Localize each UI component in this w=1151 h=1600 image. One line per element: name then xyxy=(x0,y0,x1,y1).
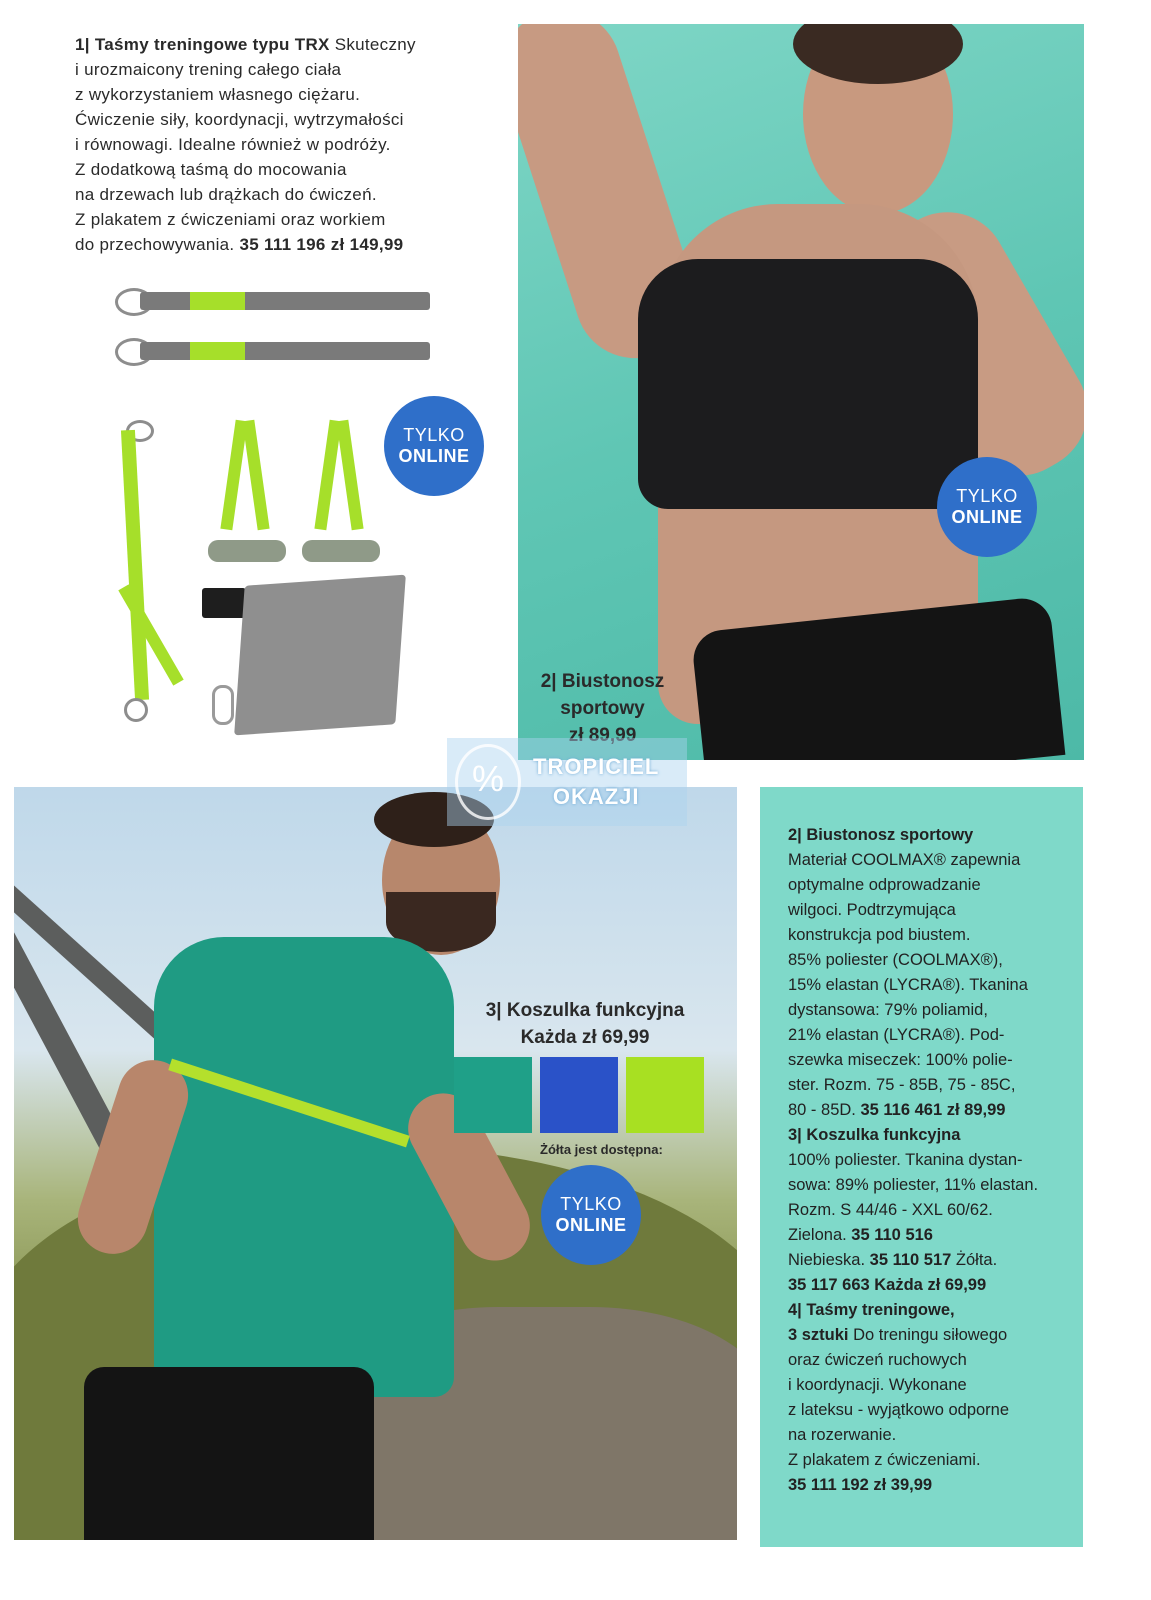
p2-code: 35 116 461 xyxy=(860,1101,943,1119)
product-1-title: Taśmy treningowe typu TRX xyxy=(94,35,330,54)
product-3-name: Koszulka funkcyjna xyxy=(506,1000,685,1021)
badge-line-1: TYLKO xyxy=(403,425,465,445)
p2-line: optymalne odprowadzanie xyxy=(788,876,981,894)
vertical-anchor-strap xyxy=(121,430,149,700)
product-1-line-4: i równowagi. Idealne również w podróży. xyxy=(75,135,391,154)
badge-line-1: TYLKO xyxy=(560,1194,622,1214)
trx-straps-image xyxy=(100,280,440,750)
black-pants xyxy=(84,1367,374,1540)
sports-bra xyxy=(638,259,978,509)
p2-line: 15% elastan (LYCRA®). Tkanina xyxy=(788,976,1028,994)
p2-line: wilgoci. Podtrzymująca xyxy=(788,901,956,919)
p3-blue-code: 35 110 517 xyxy=(869,1251,952,1269)
badge-line-2: ONLINE xyxy=(951,507,1023,527)
horizontal-strap-2 xyxy=(140,342,430,360)
product-1-line-8: do przechowywania. xyxy=(75,235,235,254)
p4-line: Z plakatem z ćwiczeniami. xyxy=(788,1451,981,1469)
product-2-name-1: Biustonosz xyxy=(561,671,665,692)
product-2-name-2: sportowy xyxy=(560,698,645,719)
p2-line: ster. Rozm. 75 - 85B, 75 - 85C, xyxy=(788,1076,1016,1094)
product-2-number: 2| xyxy=(540,671,557,692)
percent-icon: % xyxy=(455,744,521,820)
vertical-anchor-strap-branch xyxy=(118,584,183,685)
p2-line: Materiał COOLMAX® zapewnia xyxy=(788,851,1021,869)
product-3-caption xyxy=(455,997,715,1051)
swatch-blue xyxy=(540,1057,618,1133)
p3-price: Każda zł 69,99 xyxy=(874,1276,987,1294)
p4-line: i koordynacji. Wykonane xyxy=(788,1376,967,1394)
product-2-price: zł 89,99 xyxy=(568,725,637,746)
watermark-line-1: TROPICIEL xyxy=(533,754,660,779)
p2-line: 85% poliester (COOLMAX®), xyxy=(788,951,1003,969)
storage-bag-icon xyxy=(234,575,406,736)
product-2-caption xyxy=(500,668,705,749)
watermark-line-2: OKAZJI xyxy=(552,784,640,809)
p2-line: szewka miseczek: 100% polie- xyxy=(788,1051,1013,1069)
p3-green-label: Zielona. xyxy=(788,1226,847,1244)
door-anchor-icon xyxy=(202,588,246,618)
product-details-text xyxy=(788,823,1078,1498)
online-only-badge-1 xyxy=(384,396,484,496)
strap-buckle-green xyxy=(190,292,245,310)
p4-code: 35 111 192 xyxy=(788,1476,869,1494)
p2-title: 2| Biustonosz sportowy xyxy=(788,826,974,844)
green-tshirt xyxy=(154,937,454,1397)
p3-line: Rozm. S 44/46 - XXL 60/62. xyxy=(788,1201,993,1219)
anchor-ring-icon xyxy=(124,698,148,722)
product-1-line-2: z wykorzystaniem własnego ciężaru. xyxy=(75,85,361,104)
product-1-line-5: Z dodatkową taśmą do mocowania xyxy=(75,160,347,179)
online-only-badge-2 xyxy=(937,457,1037,557)
product-1-line-6: na drzewach lub drążkach do ćwiczeń. xyxy=(75,185,377,204)
swatch-green xyxy=(454,1057,532,1133)
p2-line: konstrukcja pod biustem. xyxy=(788,926,971,944)
p3-title: 3| Koszulka funkcyjna xyxy=(788,1126,961,1144)
product-3-number: 3| xyxy=(485,1000,502,1021)
online-only-badge-3 xyxy=(541,1165,641,1265)
p3-yellow-code: 35 117 663 xyxy=(788,1276,870,1294)
handle-grip-left xyxy=(208,540,286,562)
yellow-available-note: Żółta jest dostępna: xyxy=(540,1142,663,1157)
p4-title: 4| Taśmy treningowe, xyxy=(788,1301,955,1319)
watermark-logo xyxy=(447,738,687,826)
badge-line-2: ONLINE xyxy=(398,446,470,466)
p4-line: na rozerwanie. xyxy=(788,1426,897,1444)
functional-tshirt-photo xyxy=(14,787,737,1540)
horizontal-strap-1 xyxy=(140,292,430,310)
product-3-price: Każda zł 69,99 xyxy=(520,1027,650,1048)
handle-strap-right-2 xyxy=(336,420,363,531)
product-1-line-7: Z plakatem z ćwiczeniami oraz workiem xyxy=(75,210,386,229)
product-1-line-1: i urozmaicony trening całego ciała xyxy=(75,60,342,79)
p4-line: Do treningu siłowego xyxy=(853,1326,1008,1344)
p4-line: oraz ćwiczeń ruchowych xyxy=(788,1351,967,1369)
badge-line-1: TYLKO xyxy=(956,486,1018,506)
p4-price: zł 39,99 xyxy=(873,1476,933,1494)
p3-line: sowa: 89% poliester, 11% elastan. xyxy=(788,1176,1039,1194)
p3-blue-label: Niebieska. xyxy=(788,1251,866,1269)
p3-green-code: 35 110 516 xyxy=(851,1226,933,1244)
p2-line: dystansowa: 79% poliamid, xyxy=(788,1001,988,1019)
p4-title-2: 3 sztuki xyxy=(788,1326,849,1344)
product-1-line-3: Ćwiczenie siły, koordynacji, wytrzymałości xyxy=(75,110,404,129)
sports-bra-photo xyxy=(518,24,1084,760)
p3-line: 100% poliester. Tkanina dystan- xyxy=(788,1151,1023,1169)
product-1-code: 35 111 196 xyxy=(239,235,326,254)
product-1-number: 1| xyxy=(75,35,90,54)
badge-line-2: ONLINE xyxy=(555,1215,627,1235)
product-1-price: zł 149,99 xyxy=(330,235,404,254)
carabiner-icon xyxy=(212,685,234,725)
swatch-yellow xyxy=(626,1057,704,1133)
handle-strap-left-2 xyxy=(242,420,269,531)
p2-price: zł 89,99 xyxy=(946,1101,1006,1119)
p2-line: 21% elastan (LYCRA®). Pod- xyxy=(788,1026,1005,1044)
p4-line: z lateksu - wyjątkowo odporne xyxy=(788,1401,1010,1419)
strap-buckle-green xyxy=(190,342,245,360)
p2-line: 80 - 85D. xyxy=(788,1101,856,1119)
p3-yellow-label: Żółta. xyxy=(955,1251,998,1269)
product-1-line-0: Skuteczny xyxy=(334,35,416,54)
handle-grip-right xyxy=(302,540,380,562)
product-1-description xyxy=(75,32,495,257)
